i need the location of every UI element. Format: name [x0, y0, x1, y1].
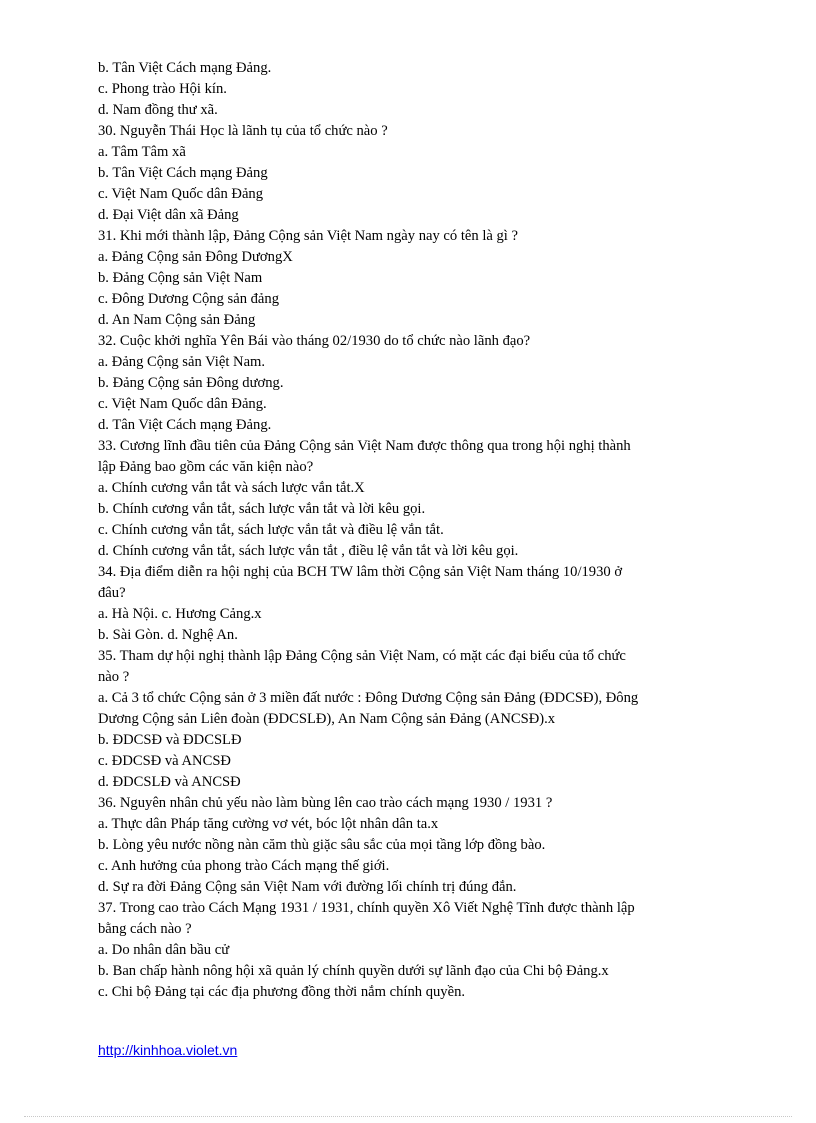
text-line: a. Đảng Cộng sản Việt Nam. — [98, 354, 266, 370]
text-line: d. Nam đồng thư xã. — [98, 102, 218, 118]
text-line: Dương Cộng sản Liên đoàn (ĐDCSLĐ), An Nam Cộng sản Đảng (ANCSĐ).x — [98, 711, 556, 727]
text-line: a. Tâm Tâm xã — [98, 144, 186, 160]
page-bottom-divider — [24, 1116, 792, 1117]
text-line: 34. Địa điểm diễn ra hội nghị của BCH TW lâm thời Cộng sản Việt Nam tháng 10/1930 ở — [98, 564, 623, 580]
text-line: c. ĐDCSĐ và ANCSĐ — [98, 753, 231, 769]
text-line: b. Ban chấp hành nông hội xã quản lý chính quyền dưới sự lãnh đạo của Chi bộ Đảng.x — [98, 963, 609, 979]
text-line: lập Đảng bao gồm các văn kiện nào? — [98, 459, 314, 475]
text-line: c. Việt Nam Quốc dân Đảng — [98, 186, 264, 202]
text-line: d. An Nam Cộng sản Đảng — [98, 312, 256, 328]
text-line: b. Đảng Cộng sản Đông dương. — [98, 375, 284, 391]
text-line: 35. Tham dự hội nghị thành lập Đảng Cộng sản Việt Nam, có mặt các đại biểu của tổ chức — [98, 648, 626, 664]
text-line: bằng cách nào ? — [98, 921, 192, 937]
document-body — [98, 58, 718, 1003]
text-line: 32. Cuộc khởi nghĩa Yên Bái vào tháng 02/1930 do tổ chức nào lãnh đạo? — [98, 333, 531, 349]
text-line: d. Sự ra đời Đảng Cộng sản Việt Nam với đường lối chính trị đúng đắn. — [98, 879, 517, 895]
text-line: c. Anh hưởng của phong trào Cách mạng thế giới. — [98, 858, 390, 874]
text-line: a. Do nhân dân bầu cử — [98, 942, 230, 958]
text-line: b. ĐDCSĐ và ĐDCSLĐ — [98, 732, 242, 748]
text-line: c. Việt Nam Quốc dân Đảng. — [98, 396, 267, 412]
footer-link[interactable]: http://kinhhoa.violet.vn — [98, 1042, 238, 1058]
text-line: c. Phong trào Hội kín. — [98, 81, 227, 97]
text-line: đâu? — [98, 585, 126, 601]
text-line: a. Chính cương vắn tắt và sách lược vắn tắt.X — [98, 480, 365, 496]
text-line: a. Đảng Cộng sản Đông DươngX — [98, 249, 293, 265]
text-line: a. Hà Nội. c. Hương Cảng.x — [98, 606, 262, 622]
text-line: d. Tân Việt Cách mạng Đảng. — [98, 417, 272, 433]
text-line: nào ? — [98, 669, 130, 685]
text-line: a. Cả 3 tổ chức Cộng sản ở 3 miền đất nước : Đông Dương Cộng sản Đảng (ĐDCSĐ), Đông — [98, 690, 639, 706]
text-line: d. Chính cương vắn tắt, sách lược vắn tắt , điều lệ vắn tắt và lời kêu gọi. — [98, 543, 519, 559]
text-line: c. Chi bộ Đảng tại các địa phương đồng thời nắm chính quyền. — [98, 984, 466, 1000]
text-line: 31. Khi mới thành lập, Đảng Cộng sản Việt Nam ngày nay có tên là gì ? — [98, 228, 518, 244]
text-line: b. Lòng yêu nước nồng nàn căm thù giặc sâu sắc của mọi tầng lớp đồng bào. — [98, 837, 546, 853]
text-line: b. Đảng Cộng sản Việt Nam — [98, 270, 263, 286]
text-line: 33. Cương lĩnh đầu tiên của Đảng Cộng sản Việt Nam được thông qua trong hội nghị thành — [98, 438, 631, 454]
text-line: 36. Nguyên nhân chủ yếu nào làm bùng lên cao trào cách mạng 1930 / 1931 ? — [98, 795, 553, 811]
text-line: d. ĐDCSLĐ và ANCSĐ — [98, 774, 241, 790]
text-line: b. Tân Việt Cách mạng Đảng. — [98, 60, 272, 76]
text-line: a. Thực dân Pháp tăng cường vơ vét, bóc lột nhân dân ta.x — [98, 816, 439, 832]
text-line: b. Tân Việt Cách mạng Đảng — [98, 165, 268, 181]
text-line: b. Chính cương vắn tắt, sách lược vắn tắt và lời kêu gọi. — [98, 501, 426, 517]
text-line: c. Chính cương vắn tắt, sách lược vắn tắt và điều lệ vắn tắt. — [98, 522, 444, 538]
text-line: c. Đông Dương Cộng sản đảng — [98, 291, 280, 307]
text-line: b. Sài Gòn. d. Nghệ An. — [98, 627, 238, 643]
text-line: 30. Nguyễn Thái Học là lãnh tụ của tổ chức nào ? — [98, 123, 388, 139]
text-line: 37. Trong cao trào Cách Mạng 1931 / 1931, chính quyền Xô Viết Nghệ Tĩnh được thành lập — [98, 900, 635, 916]
text-line: d. Đại Việt dân xã Đảng — [98, 207, 239, 223]
